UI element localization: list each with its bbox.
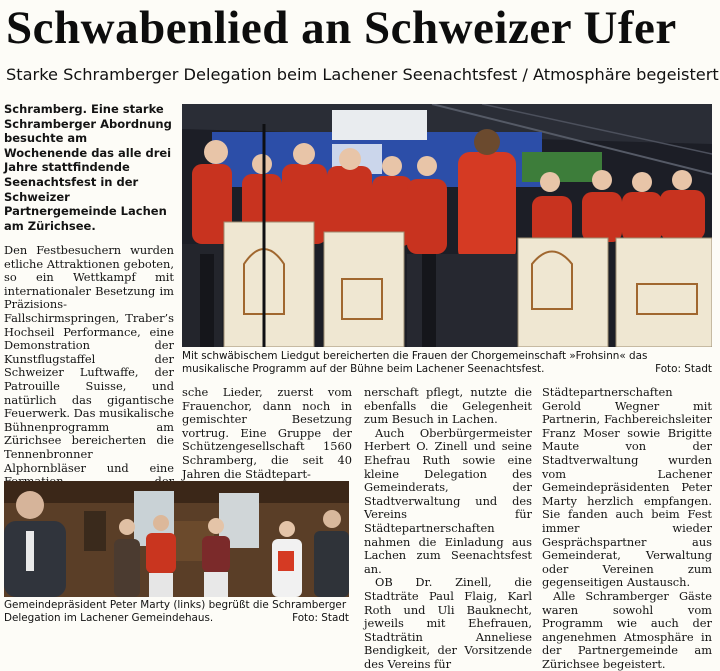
column-1-text: Den Festbesuchern wurden etliche Attraktionen geboten, so ein Wettkampf mit internationaler Besetzung im Präzisions-Fallschirmspringen, Traber’s Hochseil Performance, eine Demonstration der Kunstflugstaffel der Schweizer Luftwaffe, der Patrouille Suisse, und natürlich das gigantische Feuerwerk. Das musikalische Bühnenprogramm am Zürichsee bereicherten die Tennenbronner Alphornbläser und eine xyxy=(4,243,174,475)
column-3-paragraph-2: Auch Oberbürgermeister Herbert O. Zinell und seine Ehefrau Ruth sowie eine kleine Delegation des Gemeinderats, der Stadtverwaltung und des Vereins für Städtepartnerschaften nahmen die Einladung aus Lachen zum Seenachtsfest an. xyxy=(364,425,532,576)
small-photo-credit: Foto: Stadt xyxy=(292,612,349,624)
choir-photo xyxy=(182,104,712,347)
small-photo-caption xyxy=(4,599,349,625)
small-photo-caption-text: Gemeindepräsident Peter Marty (links) begrüßt die Schramberger Delegation im Lachener Gemeindehaus. xyxy=(4,599,347,624)
subheadline: Starke Schramberger Delegation beim Lachener Seenachtsfest / Atmosphäre begeistert xyxy=(6,65,719,84)
lead-paragraph: Schramberg. Eine starke Schramberger Abordnung besuchte am Wochenende das alle drei Jahre stattfindende Seenachtsfest in der Schweizer Partnergemeinde Lachen am Zürichsee. xyxy=(4,102,172,233)
headline: Schwabenlied an Schweizer Ufer xyxy=(6,2,677,54)
column-4-paragraph-1: Städtepartnerschaften Gerold Wegner mit Partnerin, Fachbereichsleiter Franz Moser sowie Brigitte Maute von der Stadtverwaltung wurden vom Lachener Gemeindepräsidenten Peter Marty herzlich empfangen. Sie fanden auch beim Fest immer wieder Gesprächspartner aus Gemeinderat, Verwaltung oder Vereinen zum gegenseitigen Austausch. xyxy=(542,385,712,590)
column-3-paragraph-3: OB Dr. Zinell, die Stadträte Paul Flaig, Karl Roth und Uli Bauknecht, jeweils mit Ehefrauen, Stadträtin Anneliese Bendigkeit, der Vorsitzende des Vereins für xyxy=(364,575,532,671)
main-photo-caption-text: Mit schwäbischem Liedgut bereicherten die Frauen der Chorgemeinschaft »Frohsinn« das musikalische Programm auf der Bühne beim Lachener Seenachtsfest. xyxy=(182,350,648,375)
reception-photo xyxy=(4,481,349,597)
column-4-paragraph-2: Alle Schramberger Gäste waren sowohl vom Programm wie auch der angenehmen Atmosphäre in der Partnergemeinde am Zürichsee begeistert. xyxy=(542,588,712,671)
column-3 xyxy=(364,386,532,671)
column-2-text: sche Lieder, zuerst vom Frauenchor, dann noch in gemischter Besetzung vortrug. Eine Gruppe der Schützengesellschaft 1560 Schramberg, die seit 40 Jahren die Städtepart- xyxy=(182,385,352,481)
column-2 xyxy=(182,386,352,481)
main-photo-credit: Foto: Stadt xyxy=(655,363,712,375)
main-photo-caption xyxy=(182,350,712,376)
column-3-paragraph-1: nerschaft pflegt, nutzte die ebenfalls die Gelegenheit zum Besuch in Lachen. xyxy=(364,385,532,427)
column-4 xyxy=(542,386,712,671)
